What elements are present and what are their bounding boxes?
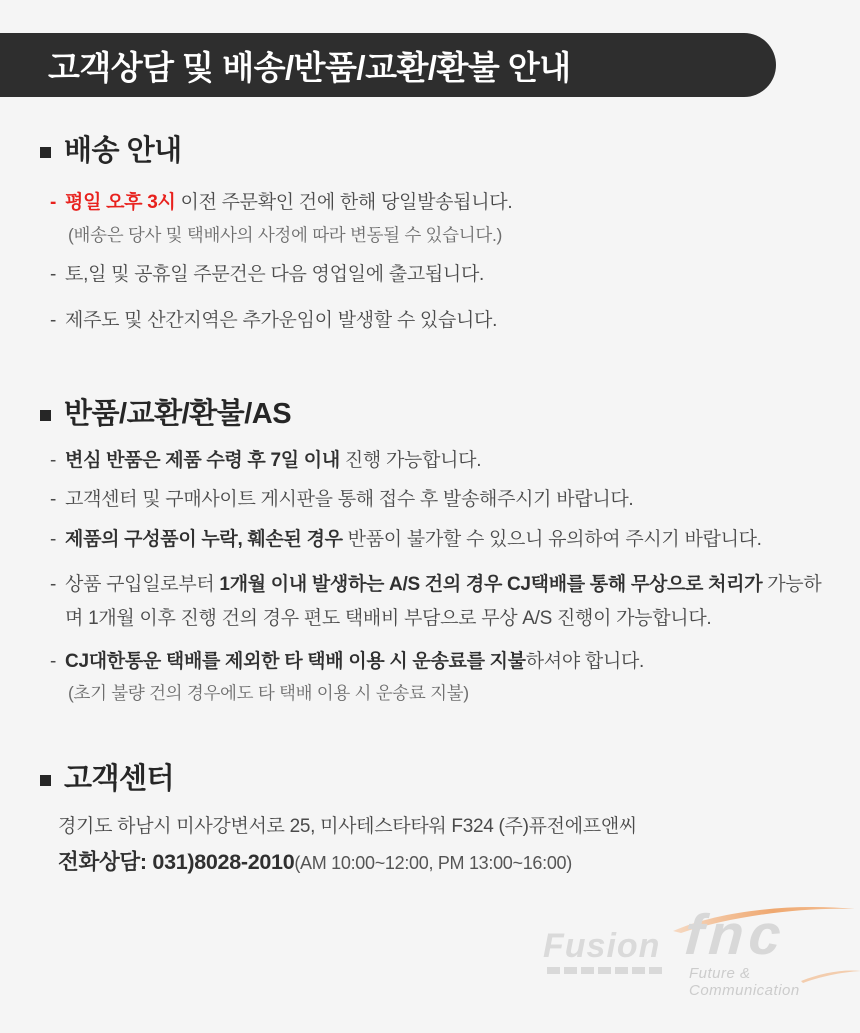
section-returns — [0, 397, 860, 704]
list-item-note: (초기 불량 건의 경우에도 타 택배 이용 시 운송료 지불) — [68, 683, 469, 703]
logo-tagline: Future & Communication — [689, 965, 800, 999]
page-title-banner — [0, 33, 776, 97]
list-item — [0, 191, 860, 215]
list-item-text: 제주도 및 산간지역은 추가운임이 발생할 수 있습니다. — [65, 310, 498, 331]
list-item-text — [65, 449, 481, 473]
company-address: 경기도 하남시 미사강변서로 25, 미사테스타타워 F324 (주)퓨전에프앤씨 — [58, 816, 637, 837]
list-item-note: (배송은 당사 및 택배사의 사정에 따라 변동될 수 있습니다.) — [68, 225, 503, 245]
bold-text: 1개월 이내 발생하는 A/S 건의 경우 CJ택배를 통해 무상으로 처리가 — [219, 574, 763, 595]
bold-text: 변심 반품은 제품 수령 후 7일 이내 — [65, 450, 340, 471]
dash-bullet: - — [50, 192, 57, 213]
section-title-text: 배송 안내 — [64, 135, 182, 167]
list-item-text — [65, 650, 644, 674]
bold-text: 제품의 구성품이 누락, 훼손된 경우 — [65, 529, 343, 550]
phone-number: 전화상담: 031)8028-2010 — [58, 850, 295, 874]
square-bullet-icon — [40, 147, 51, 158]
page-title: 고객상담 및 배송/반품/교환/환불 안내 — [48, 48, 571, 86]
phone-line — [0, 848, 860, 877]
customer-center-title — [40, 762, 860, 796]
list-item — [0, 309, 860, 333]
highlight-red-text: 평일 오후 3시 — [65, 192, 176, 213]
bold-text: CJ대한통운 택배를 제외한 타 택배 이용 시 운송료를 지불 — [65, 651, 526, 672]
item-text: 상품 구입일로부터 — [65, 574, 220, 595]
logo-brand-text: Fusion — [543, 927, 661, 965]
item-text: 반품이 불가할 수 있으니 유의하여 주시기 바랍니다. — [342, 529, 762, 550]
dash-bullet: - — [50, 574, 57, 595]
dash-bullet: - — [50, 264, 57, 285]
section-title-text: 반품/교환/환불/AS — [64, 398, 292, 430]
phone-hours: (AM 10:00~12:00, PM 13:00~16:00) — [294, 853, 572, 873]
dash-bullet: - — [50, 450, 57, 471]
item-text: 하셔야 합니다. — [525, 651, 645, 672]
list-item-text — [65, 568, 830, 636]
item-text: 진행 가능합니다. — [339, 450, 482, 471]
list-item-text — [65, 191, 512, 215]
dash-bullet: - — [50, 489, 57, 510]
item-text: 이전 주문확인 건에 한해 당일발송됩니다. — [175, 192, 513, 213]
logo-fnc-text: fnc — [682, 903, 788, 967]
dash-bullet: - — [50, 310, 57, 331]
logo-small-swoosh-icon — [801, 969, 860, 983]
dash-bullet: - — [50, 529, 57, 550]
list-item-text: 토,일 및 공휴일 주문건은 다음 영업일에 출고됩니다. — [65, 264, 484, 285]
list-item-text — [65, 528, 762, 552]
dash-bullet: - — [50, 651, 57, 672]
shipping-section-title — [40, 134, 860, 168]
list-item — [0, 449, 860, 473]
square-bullet-icon — [40, 410, 51, 421]
section-title-text: 고객센터 — [64, 763, 175, 795]
section-customer-center — [0, 762, 860, 877]
list-item — [0, 263, 860, 287]
list-item — [0, 568, 860, 636]
list-item — [0, 650, 860, 674]
fusion-fnc-logo — [533, 903, 857, 999]
list-item-text: 고객센터 및 구매사이트 게시판을 통해 접수 후 발송해주시기 바랍니다. — [65, 489, 634, 510]
logo-bars-decoration — [547, 967, 665, 974]
list-item — [0, 528, 860, 552]
returns-section-title — [40, 397, 860, 431]
list-item — [0, 488, 860, 512]
item-text: 가능하며 1개월 이후 진행 건의 경우 편도 택배비 부담으로 무상 A/S 진행이 가능합니다. — [65, 574, 822, 629]
section-shipping — [0, 134, 860, 333]
square-bullet-icon — [40, 775, 51, 786]
